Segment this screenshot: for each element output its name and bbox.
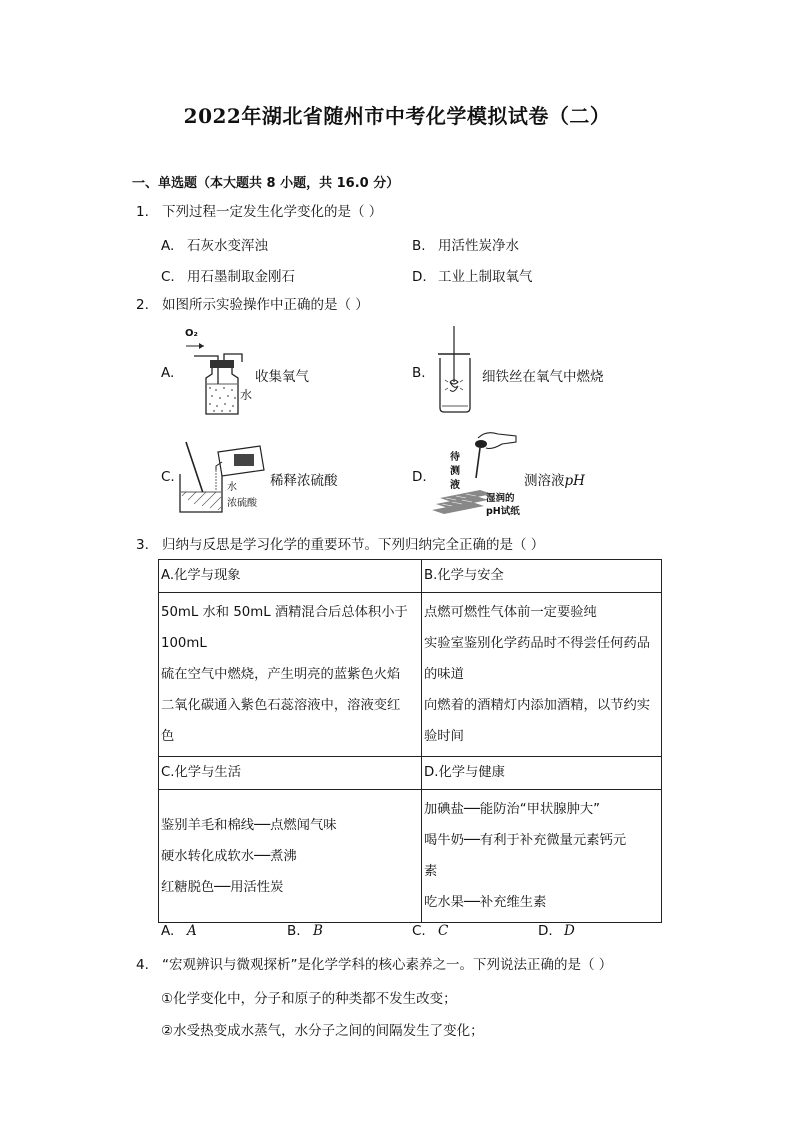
test-liquid-label-1: 待 xyxy=(450,452,460,463)
cell-line: 实验室鉴别化学药品时不得尝任何药品 xyxy=(424,636,651,651)
cell-line: 吃水果──补充维生素 xyxy=(424,895,547,910)
answer-b xyxy=(287,923,323,939)
option-text: 工业上制取氧气 xyxy=(438,269,533,285)
option-label: D. xyxy=(538,923,553,939)
section-heading: 一、单选题（本大题共 8 小题，共 16.0 分） xyxy=(132,176,400,191)
cell-line: 加碘盐──能防治“甲状腺肿大” xyxy=(424,802,601,817)
question-number: 4. xyxy=(136,957,149,973)
answer-d xyxy=(538,923,575,939)
cell-line: 红糖脱色──用活性炭 xyxy=(161,879,284,895)
test-liquid-label-2: 测 xyxy=(450,466,460,477)
cell-c-body xyxy=(159,790,422,923)
option-1d xyxy=(412,265,533,285)
option-2b-label: B. xyxy=(412,365,426,381)
cell-line: 硬水转化成软水──煮沸 xyxy=(161,848,297,864)
option-label: A. xyxy=(161,923,175,939)
summary-table xyxy=(158,559,662,923)
option-2d-text xyxy=(524,469,585,489)
question-stem: 如图所示实验操作中正确的是（ ） xyxy=(162,297,369,313)
cell-d-head: D.化学与健康 xyxy=(422,757,662,790)
option-math: A xyxy=(187,923,197,939)
question-stem: 下列过程一定发生化学变化的是（ ） xyxy=(162,204,383,220)
option-label: A. xyxy=(161,238,175,254)
option-2d-label: D. xyxy=(412,469,427,485)
cell-line: 点燃可燃性气体前一定要验纯 xyxy=(424,605,597,620)
cell-line: 的味道 xyxy=(424,667,464,682)
cell-b-body xyxy=(422,593,662,757)
cell-line: 向燃着的酒精灯内添加酒精，以节约实 xyxy=(424,698,651,713)
test-liquid-label-3: 液 xyxy=(450,480,460,491)
cell-line: 鉴别羊毛和棉线──点燃闻气味 xyxy=(161,817,337,833)
option-label: C. xyxy=(412,923,426,939)
cell-a-body xyxy=(159,593,422,757)
question-4 xyxy=(136,955,612,975)
option-text: 用活性炭净水 xyxy=(438,238,519,254)
option-label: B. xyxy=(287,923,301,939)
ph-paper-label: pH试纸 xyxy=(486,506,520,517)
cell-line: 二氧化碳通入紫色石蕊溶液中，溶液变红 xyxy=(161,698,401,713)
cell-line: 50mL 水和 50mL 酒精混合后总体积小于 xyxy=(161,605,408,620)
acid-label: 浓硫酸 xyxy=(227,498,257,509)
option-2a-label: A. xyxy=(161,365,175,381)
option-1a xyxy=(161,234,268,254)
cell-b-head: B.化学与安全 xyxy=(422,560,662,593)
option-label: C. xyxy=(161,269,175,285)
option-2c-label: C. xyxy=(161,469,175,485)
question-number: 2. xyxy=(136,297,149,313)
option-label: B. xyxy=(412,238,426,254)
cell-c-head: C.化学与生活 xyxy=(159,757,422,790)
wet-label: 湿润的 xyxy=(486,493,515,504)
option-math: B xyxy=(313,923,323,939)
water-label-c: 水 xyxy=(227,482,237,493)
option-text: 测溶液 xyxy=(524,473,565,489)
statement-2: ②水受热变成水蒸气，水分子之间的间隔发生了变化； xyxy=(161,1023,484,1039)
option-text: 石灰水变浑浊 xyxy=(187,238,268,254)
option-math: pH xyxy=(564,473,585,489)
cell-line: 验时间 xyxy=(424,729,464,744)
option-2a-text: 收集氧气 xyxy=(255,369,309,385)
option-math: D xyxy=(564,923,575,939)
question-number: 3. xyxy=(136,537,149,553)
cell-line: 硫在空气中燃烧，产生明亮的蓝紫色火焰 xyxy=(161,667,401,682)
cell-line: 100mL xyxy=(161,636,207,651)
o2-label: O₂ xyxy=(185,328,198,339)
answer-c xyxy=(412,923,448,939)
option-text: 用石墨制取金刚石 xyxy=(187,269,295,285)
cell-a-head: A.化学与现象 xyxy=(159,560,422,593)
question-number: 1. xyxy=(136,204,149,220)
option-1c xyxy=(161,265,295,285)
water-label: 水 xyxy=(240,388,253,402)
cell-line: 素 xyxy=(424,864,438,879)
question-2 xyxy=(136,295,369,315)
option-1b xyxy=(412,234,519,254)
question-stem: 归纳与反思是学习化学的重要环节。下列归纳完全正确的是（ ） xyxy=(162,537,545,553)
statement-1: ①化学变化中，分子和原子的种类都不发生改变； xyxy=(161,991,457,1007)
option-math: C xyxy=(438,923,449,939)
answer-a xyxy=(161,923,197,939)
question-stem: “宏观辨识与微观探析”是化学学科的核心素养之一。下列说法正确的是（ ） xyxy=(162,957,613,973)
option-label: D. xyxy=(412,269,427,285)
cell-line: 喝牛奶──有利于补充微量元素钙元 xyxy=(424,833,627,848)
cell-d-body xyxy=(422,790,662,923)
option-2c-text: 稀释浓硫酸 xyxy=(270,473,338,489)
collect-oxygen-figure xyxy=(180,326,253,418)
document-title: 2022年湖北省随州市中考化学模拟试卷（二） xyxy=(183,104,611,128)
option-2b-text: 细铁丝在氧气中燃烧 xyxy=(482,369,604,385)
cell-line: 色 xyxy=(161,729,175,744)
question-1 xyxy=(136,202,382,222)
iron-wire-burning-figure xyxy=(430,324,482,416)
question-3 xyxy=(136,535,544,555)
